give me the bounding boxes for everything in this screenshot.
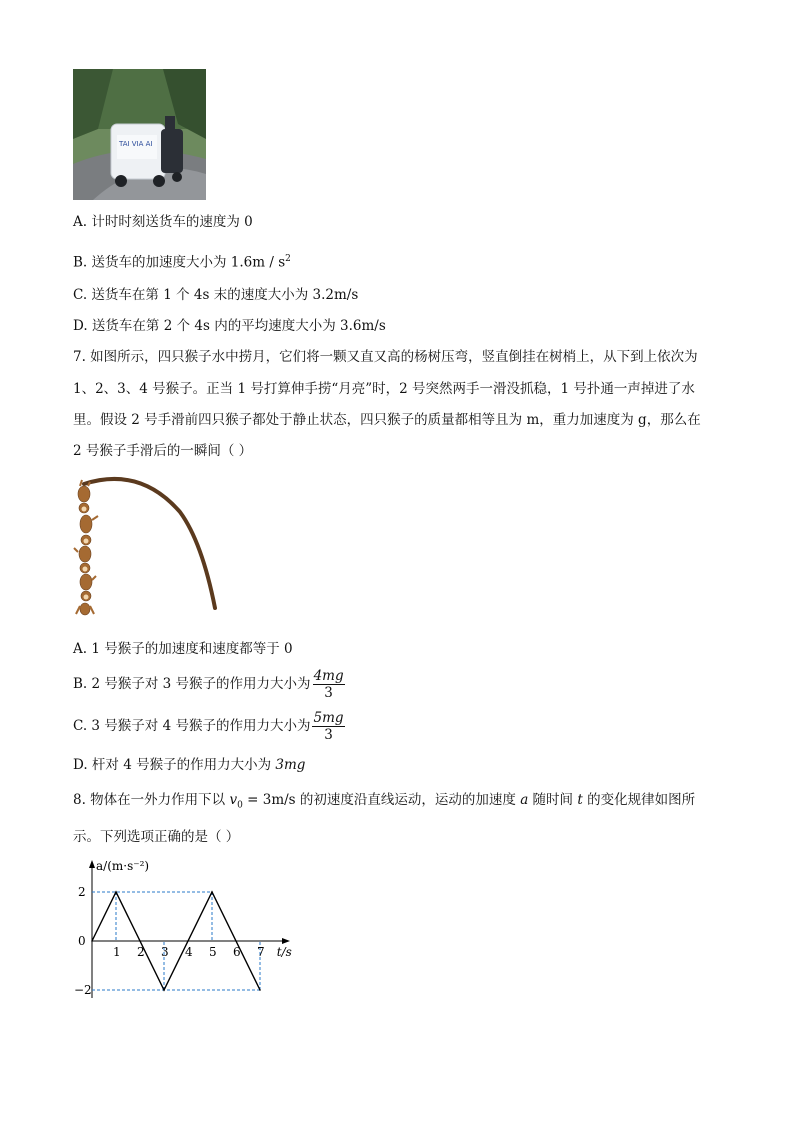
- x-tick-label-1: 1: [113, 945, 121, 959]
- data-point-2: [163, 989, 165, 991]
- q8-stem-line-1: 8. 物体在一外力作用下以 $v_0 = 3m/s$ 的初速度沿直线运动，运动的加速度 a 随时间 t 的变化规律如图所: [73, 792, 696, 811]
- q7-option-c[interactable]: C. 3 号猴子对 4 号猴子的作用力大小为 $\frac{5mg}{3}$: [73, 710, 344, 743]
- q8-stem-line-2: 示。下列选项正确的是（ ）: [73, 829, 240, 845]
- x-tick-label-4: 4: [185, 945, 193, 959]
- x-axis-arrow: [282, 938, 290, 944]
- data-point-1: [115, 891, 117, 893]
- y-tick-label-0: 2: [78, 885, 86, 899]
- x-tick-label-3: 3: [161, 945, 169, 959]
- x-tick-label-6: 6: [233, 945, 241, 959]
- q6-option-d[interactable]: D. 送货车在第 2 个 4s 内的平均速度大小为 3.6m/s: [73, 318, 386, 334]
- data-point-3: [211, 891, 213, 893]
- q7-option-a[interactable]: A. 1 号猴子的加速度和速度都等于 0: [73, 641, 293, 657]
- acceleration-time-chart: [70, 852, 310, 1007]
- delivery-vehicle-photo: [73, 69, 206, 200]
- q7-stem-line-2: 1、2、3、4 号猴子。正当 1 号打算伸手捞“月亮”时，2 号突然两手一滑没抓稳，1 号扑通一声掉进了水: [73, 381, 695, 397]
- monkeys-tree-figure: [70, 472, 220, 624]
- y-tick-label-2: −2: [74, 983, 92, 997]
- y-axis-arrow: [89, 860, 95, 868]
- y-axis-label: a/(m·s⁻²): [96, 859, 150, 873]
- q7-stem-line-3: 里。假设 2 号手滑前四只猴子都处于静止状态，四只猴子的质量都相等且为 m，重力加速度为 g，那么在: [73, 412, 701, 428]
- x-tick-label-7: 7: [257, 945, 265, 959]
- x-tick-label-2: 2: [137, 945, 145, 959]
- x-tick-label-5: 5: [209, 945, 217, 959]
- x-axis-label: t/s: [276, 945, 292, 959]
- vehicle-logo-text: TAI VIA AI: [119, 140, 153, 148]
- data-point-0: [91, 940, 93, 942]
- q7-stem-line-4: 2 号猴子手滑后的一瞬间（ ）: [73, 443, 253, 459]
- q7-option-d[interactable]: D. 杆对 4 号猴子的作用力大小为 3mg: [73, 757, 306, 773]
- q7-option-b[interactable]: B. 2 号猴子对 3 号猴子的作用力大小为 $\frac{4mg}{3}$: [73, 668, 344, 701]
- q6-option-b[interactable]: B. 送货车的加速度大小为 $1.6m / s^2$: [73, 254, 291, 271]
- y-tick-label-1: 0: [78, 934, 86, 948]
- q6-option-c[interactable]: C. 送货车在第 1 个 4s 末的速度大小为 3.2m/s: [73, 287, 359, 303]
- q7-stem-line-1: 7. 如图所示，四只猴子水中捞月，它们将一颗又直又高的杨树压弯，竖直倒挂在树梢上，从下到上依次为: [73, 349, 698, 365]
- q6-option-a[interactable]: A. 计时时刻送货车的速度为 0: [73, 214, 253, 230]
- data-point-4: [259, 989, 261, 991]
